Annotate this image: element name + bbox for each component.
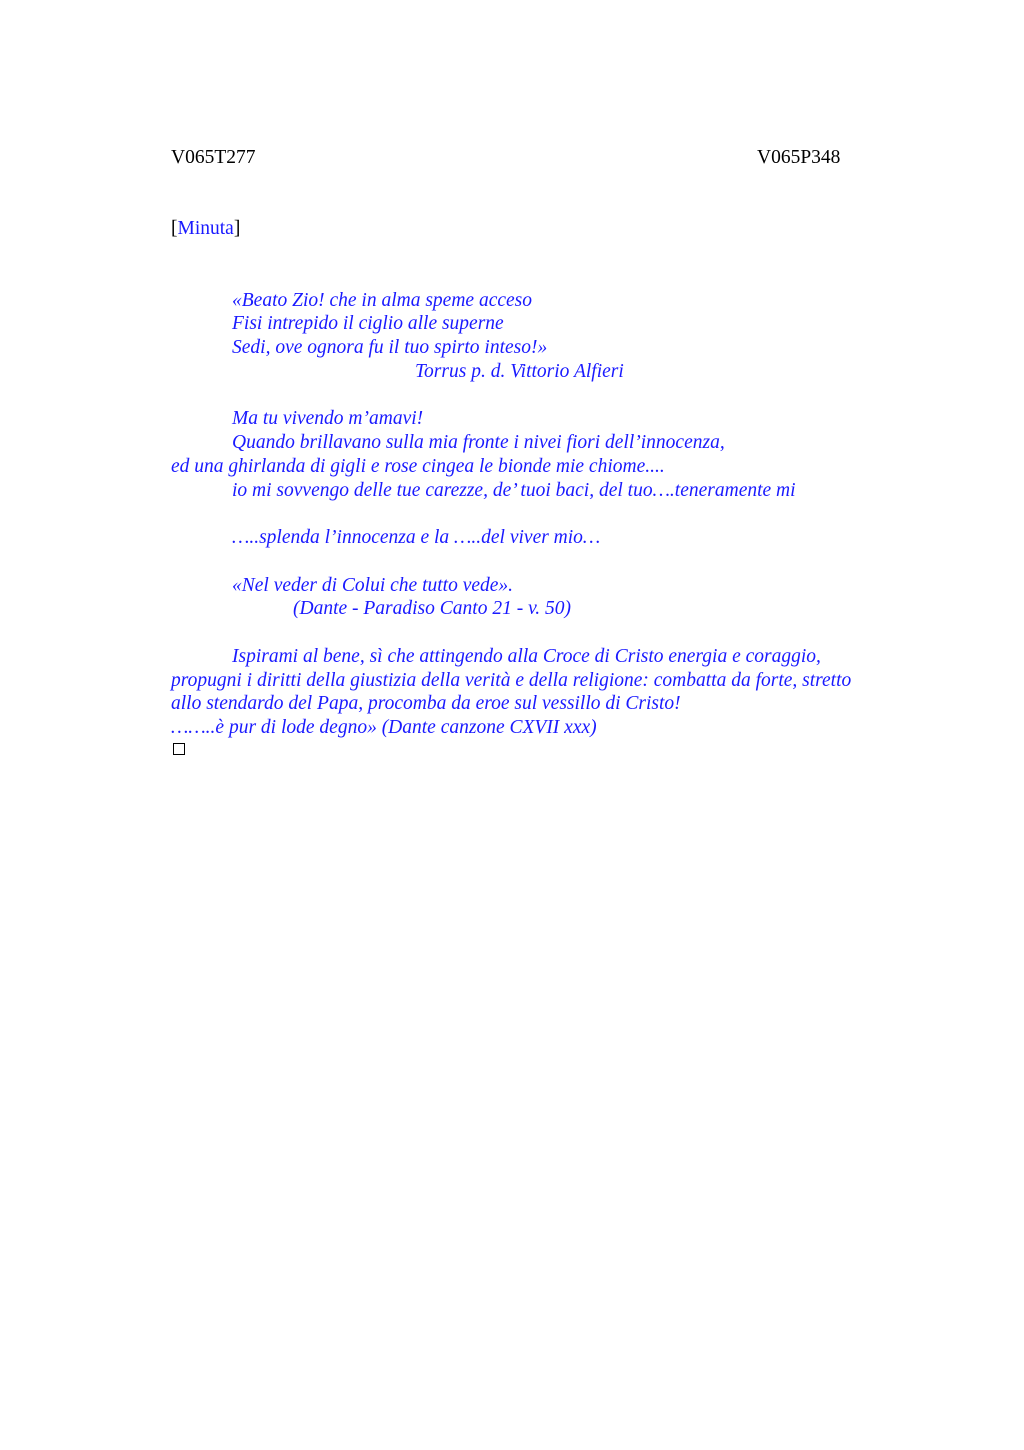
dante-quote-line: «Nel veder di Colui che tutto vede».: [232, 575, 514, 596]
empty-box-icon: [173, 743, 185, 755]
stanza-line: ed una ghirlanda di gigli e rose cingea le bionde mie chiome....: [171, 456, 665, 477]
epigraph-line: «Beato Zio! che in alma speme acceso: [232, 290, 533, 311]
stanza-line: io mi sovvengo delle tue carezze, de’ tuoi baci, del tuo….teneramente mi: [232, 480, 796, 501]
minuta-label: [171, 217, 240, 241]
closing-line: allo stendardo del Papa, procomba da eroe sul vessillo di Cristo!: [171, 693, 681, 714]
minuta-close-bracket: ]: [233, 218, 241, 239]
epigraph-line: Fisi intrepido il ciglio alle superne: [232, 313, 504, 334]
minuta-open-bracket: [: [171, 218, 178, 239]
fragment-line: …..splenda l’innocenza e la …..del viver mio…: [232, 527, 601, 548]
dante-quote-citation: (Dante - Paradiso Canto 21 - v. 50): [293, 598, 572, 619]
epigraph-attribution: Torrus p. d. Vittorio Alfieri: [415, 361, 624, 382]
closing-line: propugni i diritti della giustizia della verità e della religione: combatta da forte, stretto: [171, 670, 852, 691]
closing-line: Ispirami al bene, sì che attingendo alla Croce di Cristo energia e coraggio,: [232, 646, 821, 667]
header-right-code: V065P348: [757, 147, 841, 168]
epigraph-line: Sedi, ove ognora fu il tuo spirto inteso!»: [232, 337, 548, 358]
closing-line: ……..è pur di lode degno» (Dante canzone CXVII xxx): [171, 717, 597, 738]
stanza-line: Ma tu vivendo m’amavi!: [232, 408, 424, 429]
stanza-line: Quando brillavano sulla mia fronte i nivei fiori dell’innocenza,: [232, 432, 725, 453]
minuta-word: Minuta: [177, 218, 234, 239]
header-left-code: V065T277: [171, 147, 256, 168]
